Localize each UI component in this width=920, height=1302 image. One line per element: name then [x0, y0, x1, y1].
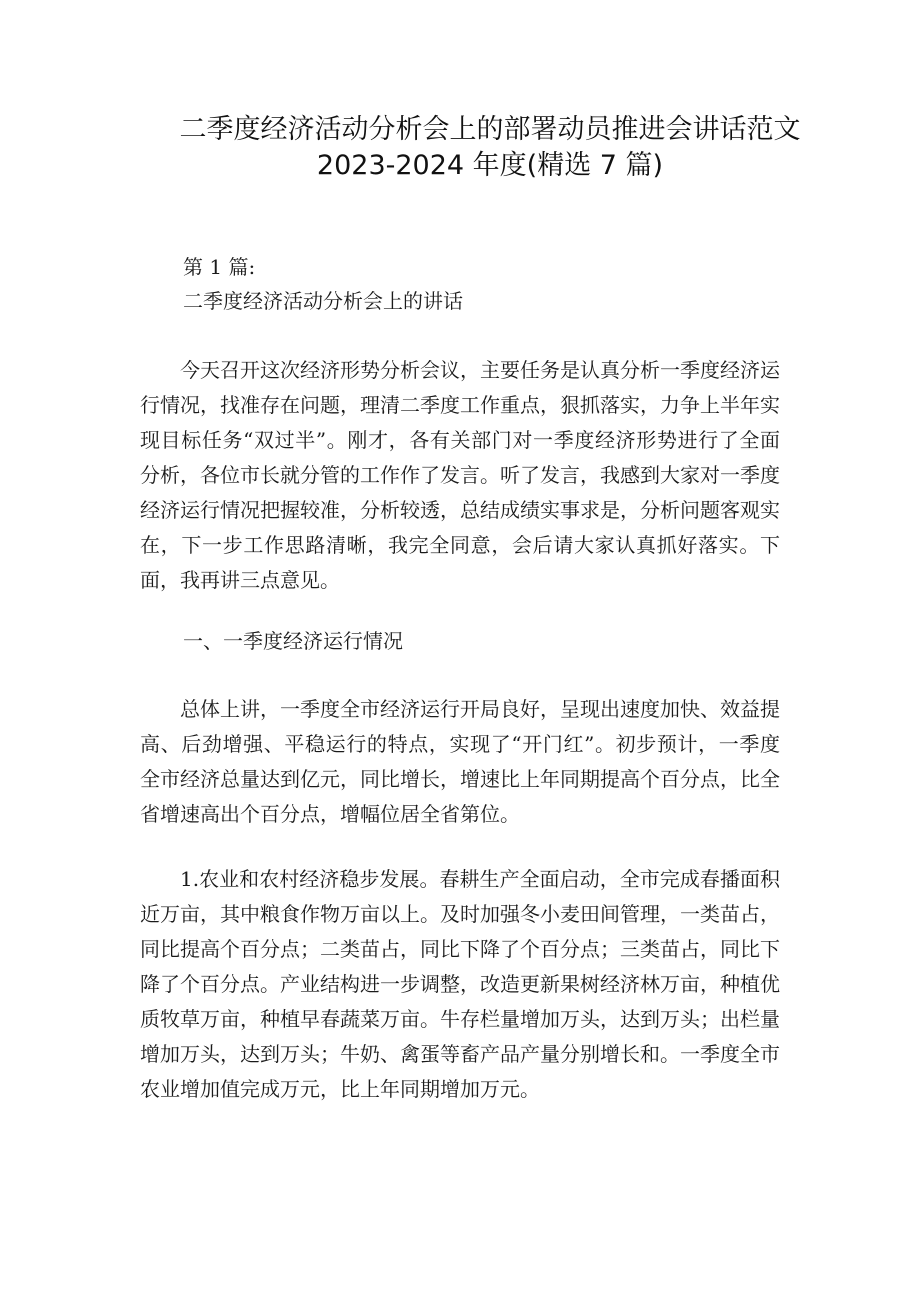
chapter-label: 第 1 篇: — [183, 255, 256, 279]
paragraph-agriculture: 1.农业和农村经济稳步发展。春耕生产全面启动，全市完成春播面积近万亩，其中粮食作物万亩以上。及时加强冬小麦田间管理，一类苗占，同比提高个百分点；二类苗占，同比下降了个百分点；三类苗占，同比下降了个百分点。产业结构进一步调整，改造更新果树经济林万亩，种植优质牧草万亩，种植早春蔬菜万亩。牛存栏量增加万头，达到万头；出栏量增加万头，达到万头；牛奶、禽蛋等畜产品产量分别增长和。一季度全市农业增加值完成万元，比上年同期增加万元。 — [140, 867, 780, 1101]
paragraph-intro: 今天召开这次经济形势分析会议，主要任务是认真分析一季度经济运行情况，找准存在问题，理清二季度工作重点，狠抓落实，力争上半年实现目标任务“双过半”。刚才，各有关部门对一季度经济形势进行了全面分析，各位市长就分管的工作作了发言。听了发言，我感到大家对一季度经济运行情况把握较准，分析较透，总结成绩实事求是，分析问题客观实在，下一步工作思路清晰，我完全同意，会后请大家认真抓好落实。下面，我再讲三点意见。 — [140, 358, 780, 592]
section-heading: 一、一季度经济运行情况 — [183, 629, 403, 653]
chapter-title: 二季度经济活动分析会上的讲话 — [183, 289, 463, 313]
document-title-line-2: 2023-2024 年度(精选 7 篇) — [316, 150, 664, 181]
document-title-line-1: 二季度经济活动分析会上的部署动员推进会讲话范文 — [179, 114, 801, 145]
paragraph-overview: 总体上讲，一季度全市经济运行开局良好，呈现出速度加快、效益提高、后劲增强、平稳运行的特点，实现了“开门红”。初步预计，一季度全市经济总量达到亿元，同比增长，增速比上年同期提高个百分点，比全省增速高出个百分点，增幅位居全省第位。 — [140, 697, 780, 826]
